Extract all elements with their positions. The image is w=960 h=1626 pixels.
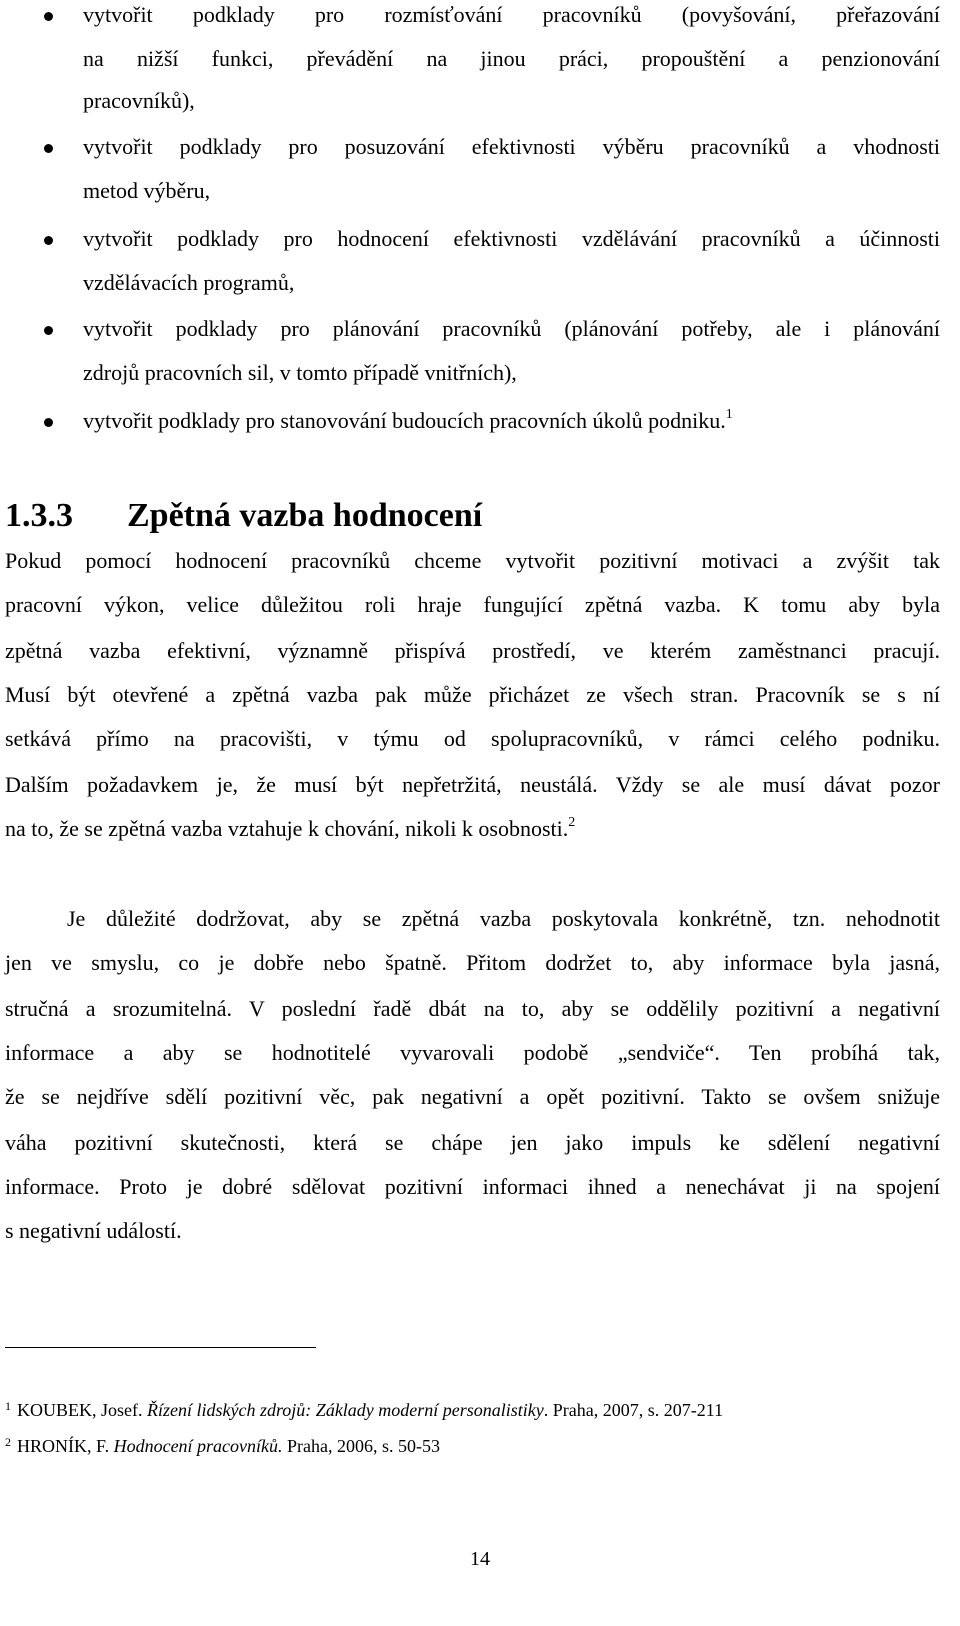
paragraph-line: Je důležité dodržovat, aby se zpětná vazba poskytovala konkrétně, tzn. nehodnotit (67, 906, 940, 931)
paragraph-line: Musí být otevřené a zpětná vazba pak může přicházet ze všech stran. Pracovník se s ní (5, 682, 940, 707)
bullet-1-line-1: vytvořit podklady pro rozmísťování pracovníků (povyšování, přeřazování (83, 2, 940, 27)
footnote-title: Hodnocení pracovníků. (113, 1436, 283, 1456)
footnote-title: Řízení lidských zdrojů: Základy moderní personalistiky (147, 1400, 544, 1420)
bullet-icon (44, 144, 53, 153)
footnote-number: 2 (5, 1435, 11, 1449)
paragraph-line: jen ve smyslu, co je dobře nebo špatně. Přitom dodržet to, aby informace byla jasná, (5, 950, 940, 975)
bullet-5-text: vytvořit podklady pro stanovování budoucích pracovních úkolů podniku. (83, 408, 726, 433)
bullet-4-line-1: vytvořit podklady pro plánování pracovníků (plánování potřeby, ale i plánování (83, 316, 940, 341)
bullet-2-line-2: metod výběru, (83, 178, 211, 203)
bullet-3-line-1: vytvořit podklady pro hodnocení efektivnosti vzdělávání pracovníků a účinnosti (83, 226, 940, 251)
section-number: 1.3.3 (5, 497, 73, 534)
bullet-icon (44, 326, 53, 335)
paragraph-line: setkává přímo na pracovišti, v týmu od spolupracovníků, v rámci celého podniku. (5, 726, 940, 751)
footnote-1 (5, 1398, 723, 1422)
footnote-rest: Praha, 2006, s. 50-53 (282, 1436, 441, 1456)
bullet-1-line-3: pracovníků), (83, 88, 195, 113)
paragraph-line (5, 814, 940, 844)
section-heading (5, 496, 482, 536)
paragraph-1-last-text: na to, že se zpětná vazba vztahuje k chování, nikoli k osobnosti. (5, 816, 569, 841)
paragraph-line: stručná a srozumitelná. V poslední řadě dbát na to, aby se oddělily pozitivní a negativní (5, 996, 940, 1021)
paragraph-line: váha pozitivní skutečnosti, která se chápe jen jako impuls ke sdělení negativní (5, 1130, 940, 1155)
footnote-rest: . Praha, 2007, s. 207-211 (543, 1400, 724, 1420)
paragraph-line: s negativní událostí. (5, 1218, 182, 1243)
paragraph-line: informace. Proto je dobré sdělovat pozitivní informaci ihned a nenechávat ji na spojení (5, 1174, 940, 1199)
footnote-ref-2[interactable]: 2 (568, 815, 576, 830)
paragraph-line: zpětná vazba efektivní, významně přispívá prostředí, ve kterém zaměstnanci pracují. (5, 638, 940, 663)
bullet-icon (44, 236, 53, 245)
bullet-3-line-2: vzdělávacích programů, (83, 270, 295, 295)
paragraph-line: pracovní výkon, velice důležitou roli hraje fungující zpětná vazba. K tomu aby byla (5, 592, 940, 617)
footnote-author: KOUBEK, Josef. (17, 1400, 143, 1420)
bullet-5-line-1 (83, 406, 940, 436)
footnote-number: 1 (5, 1399, 11, 1413)
section-title: Zpětná vazba hodnocení (127, 497, 483, 534)
bullet-4-line-2: zdrojů pracovních sil, v tomto případě vnitřních), (83, 360, 517, 385)
page-number: 14 (470, 1548, 490, 1570)
bullet-icon (44, 12, 53, 21)
paragraph-line: Pokud pomocí hodnocení pracovníků chceme vytvořit pozitivní motivaci a zvýšit tak (5, 548, 940, 573)
paragraph-line: že se nejdříve sdělí pozitivní věc, pak negativní a opět pozitivní. Takto se ovšem snižuje (5, 1084, 940, 1109)
bullet-2-line-1: vytvořit podklady pro posuzování efektivnosti výběru pracovníků a vhodnosti (83, 134, 940, 159)
footnote-2 (5, 1434, 440, 1458)
footnote-separator (5, 1347, 316, 1348)
paragraph-line: informace a aby se hodnotitelé vyvarovali podobě „sendviče“. Ten probíhá tak, (5, 1040, 940, 1065)
footnote-ref-1[interactable]: 1 (725, 407, 733, 422)
bullet-1-line-2: na nižší funkci, převádění na jinou práci, propouštění a penzionování (83, 46, 940, 71)
paragraph-line: Dalším požadavkem je, že musí být nepřetržitá, neustálá. Vždy se ale musí dávat pozor (5, 772, 940, 797)
bullet-icon (44, 418, 53, 427)
footnote-author: HRONÍK, F. (17, 1436, 110, 1456)
